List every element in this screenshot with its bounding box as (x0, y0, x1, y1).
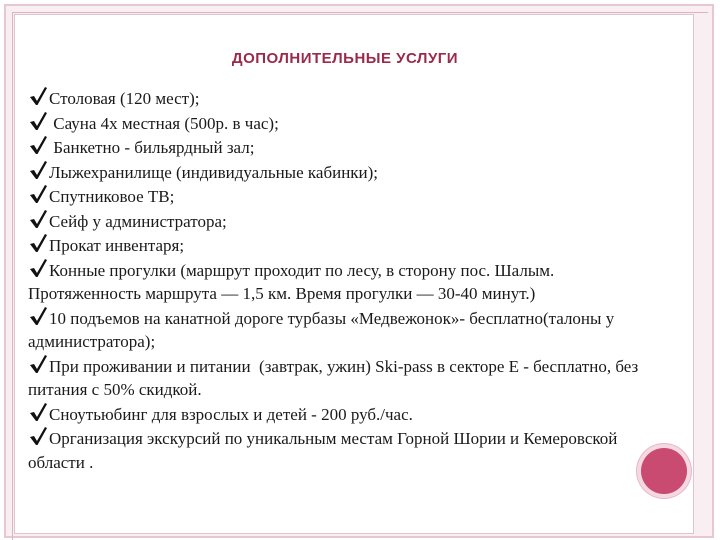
list-item (28, 306, 668, 354)
list-item-text: Сейф у администратора; (49, 211, 227, 231)
check-icon (28, 160, 48, 180)
list-item (28, 160, 668, 185)
check-icon (28, 233, 48, 253)
list-item-text: Прокат инвентаря; (49, 236, 185, 255)
list-item-text: Столовая (120 мест); (49, 89, 200, 108)
check-icon (28, 184, 48, 204)
list-item (28, 402, 668, 427)
list-item (28, 135, 668, 160)
list-item-text: Лыжехранилище (индивидуальные кабинки); (49, 162, 379, 182)
list-item-text: Сауна 4х местная (500р. в час); (49, 113, 279, 133)
check-icon (28, 306, 48, 326)
check-icon (28, 354, 48, 374)
list-item (28, 258, 668, 306)
list-item (28, 354, 668, 402)
list-item (28, 233, 668, 258)
list-item-text: Организация экскурсий по уникальным местам Горной Шории и Кемеровской области . (28, 429, 622, 472)
decorative-circle (641, 448, 687, 494)
check-icon (28, 258, 48, 278)
check-icon (28, 402, 48, 422)
list-item (28, 86, 668, 111)
list-item (28, 184, 668, 209)
list-item-text: 10 подъемов на канатной дороге турбазы «Медвежонок»- бесплатно(талоны у администратора); (28, 308, 619, 351)
list-item-text: Спутниковое ТВ; (49, 187, 175, 206)
list-item (28, 209, 668, 234)
check-icon (28, 135, 48, 155)
check-icon (28, 209, 48, 229)
check-icon (28, 111, 48, 131)
list-item-text: Сноутьюбинг для взрослых и детей - 200 руб./час. (49, 404, 413, 424)
list-item (28, 426, 668, 474)
list-item-text: Конные прогулки (маршрут проходит по лесу, в сторону пос. Шалым. Протяженность маршрута — 1,5 км. Время прогулки — 30-40 минут.) (28, 260, 559, 303)
check-icon (28, 426, 48, 446)
slide-title: ДОПОЛНИТЕЛЬНЫЕ УСЛУГИ (231, 50, 459, 67)
check-icon (28, 86, 48, 106)
list-item-text: Банкетно - бильярдный зал; (49, 138, 255, 157)
services-list (28, 86, 668, 474)
list-item (28, 111, 668, 136)
list-item-text: При проживании и питании (завтрак, ужин) Ski-pass в секторе Е - бесплатно, без питания с 50% скидкой. (28, 356, 643, 399)
